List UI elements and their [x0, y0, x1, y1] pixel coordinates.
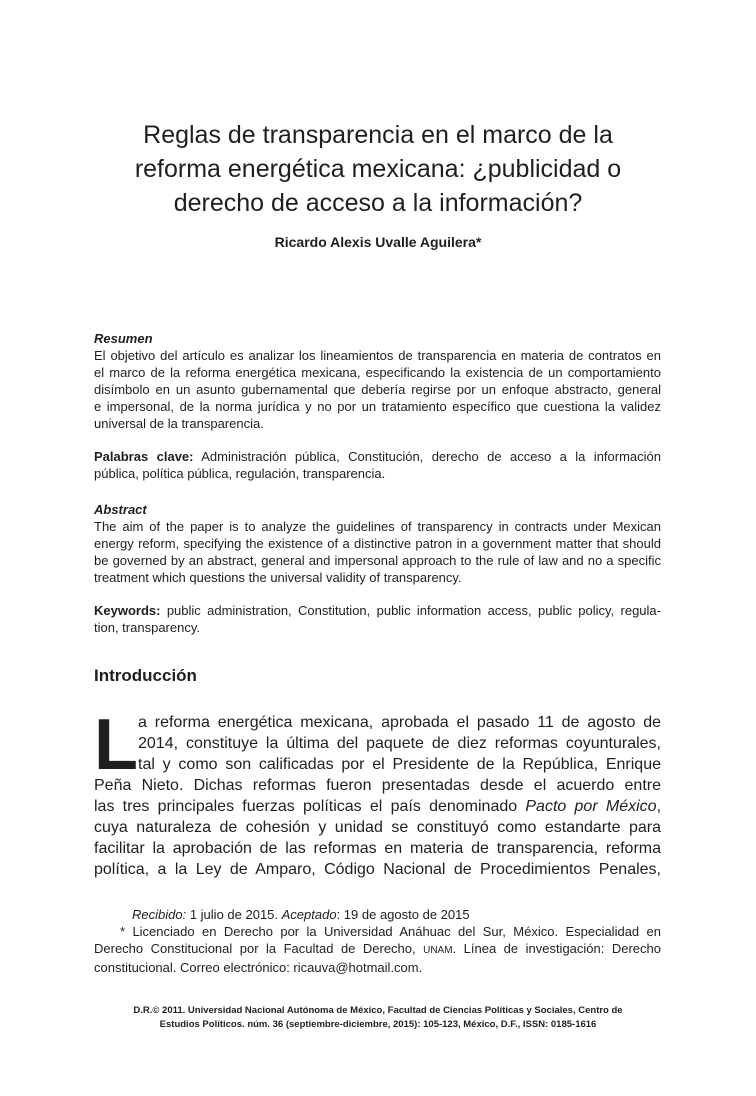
unam-abbrev: UNAM: [423, 945, 453, 956]
drop-cap: L: [94, 705, 138, 785]
resumen-heading: Resumen: [94, 331, 153, 346]
intro-line: cuya naturaleza de cohesión y unidad se constituyó como estandarte para: [94, 819, 661, 836]
title-line-2: reforma energética mexicana: ¿publicidad o: [134, 155, 622, 183]
footnote-line: * Licenciado en Derecho por la Universidad Anáhuac del Sur, México. Especialidad en: [120, 924, 661, 939]
intro-line: facilitar la aprobación de las reformas en materia de transparencia, reforma: [94, 840, 661, 857]
intro-heading: Introducción: [94, 666, 197, 685]
palabras-clave-text: Administración pública, Constitución, derecho de acceso a la información: [201, 449, 661, 464]
article-notes: [94, 906, 661, 976]
intro-paragraph: [94, 712, 661, 880]
aceptado-label: Aceptado: [281, 907, 337, 922]
footer-line-2: Estudios Políticos. núm. 36 (septiembre-diciembre, 2015): 105-123, México, D.F., ISSN: 0185-1616: [159, 1019, 597, 1030]
footer-line-1: D.R.© 2011. Universidad Nacional Autónoma de México, Facultad de Ciencias Políticas y Sociales, Centro de: [133, 1005, 623, 1016]
resumen-section: [94, 330, 661, 432]
palabras-clave-text: pública, política pública, regulación, transparencia.: [94, 466, 386, 481]
footnote-line: Derecho Constitucional por la Facultad de Derecho, UNAM. Línea de investigación: Derecho: [94, 941, 661, 956]
resumen-line: El objetivo del artículo es analizar los lineamientos de transparencia en materia de contratos en: [94, 348, 661, 363]
abstract-line: treatment which questions the universal validity of transparency.: [94, 570, 462, 585]
intro-line: las tres principales fuerzas políticas el país denominado Pacto por México,: [94, 798, 662, 815]
intro-line: Peña Nieto. Dichas reformas fueron presentadas desde el acuerdo entre: [94, 777, 661, 794]
abstract-line: energy reform, specifying the existence of a distinctive patron in a government matter that should: [94, 536, 661, 551]
abstract-section: [94, 501, 661, 586]
copyright-footer: [60, 1004, 696, 1032]
intro-line: a reforma energética mexicana, aprobada el pasado 11 de agosto de: [138, 714, 661, 731]
intro-line: tal y como son calificadas por el Presidente de la República, Enrique: [138, 756, 661, 773]
resumen-line: universal de la transparencia.: [94, 416, 264, 431]
keywords-label: Keywords:: [94, 603, 161, 618]
abstract-line: be governed by an abstract, general and impersonal approach to the rule of law and no a specific: [94, 553, 661, 568]
abstract-line: The aim of the paper is to analyze the guidelines of transparency in contracts under Mexican: [94, 519, 661, 534]
title-line-1: Reglas de transparencia en el marco de la: [143, 121, 613, 149]
title-line-3: derecho de acceso a la información?: [173, 189, 583, 217]
abstract-heading: Abstract: [94, 502, 147, 517]
resumen-line: disímbolo en un asunto gubernamental que debería regirse por un enfoque abstracto, general: [94, 382, 661, 397]
palabras-clave-label: Palabras clave:: [94, 449, 194, 464]
resumen-line: e impersonal, de la norma jurídica y no por un tratamiento específico que cuestiona la validez: [94, 399, 661, 414]
footnote-line: constitucional. Correo electrónico: ricauva@hotmail.com.: [94, 960, 423, 975]
author-name: Ricardo Alexis Uvalle Aguilera*: [274, 234, 482, 250]
keywords-text: tion, transparency.: [94, 620, 200, 635]
recibido-label: Recibido:: [132, 907, 187, 922]
keywords-section: [94, 602, 661, 636]
intro-line: política, a la Ley de Amparo, Código Nacional de Procedimientos Penales,: [94, 861, 661, 878]
article-title: [60, 118, 696, 220]
pacto-por-mexico: Pacto por México: [525, 798, 657, 815]
received-dates: Recibido: 1 julio de 2015. Aceptado: 19 de agosto de 2015: [132, 907, 470, 922]
intro-line: 2014, constituye la última del paquete de diez reformas coyunturales,: [138, 735, 661, 752]
resumen-line: el marco de la reforma energética mexicana, especificando la existencia de un comportamiento: [94, 365, 661, 380]
keywords-text: public administration, Constitution, public information access, public policy, regula-: [166, 603, 661, 618]
palabras-clave-section: [94, 448, 661, 482]
